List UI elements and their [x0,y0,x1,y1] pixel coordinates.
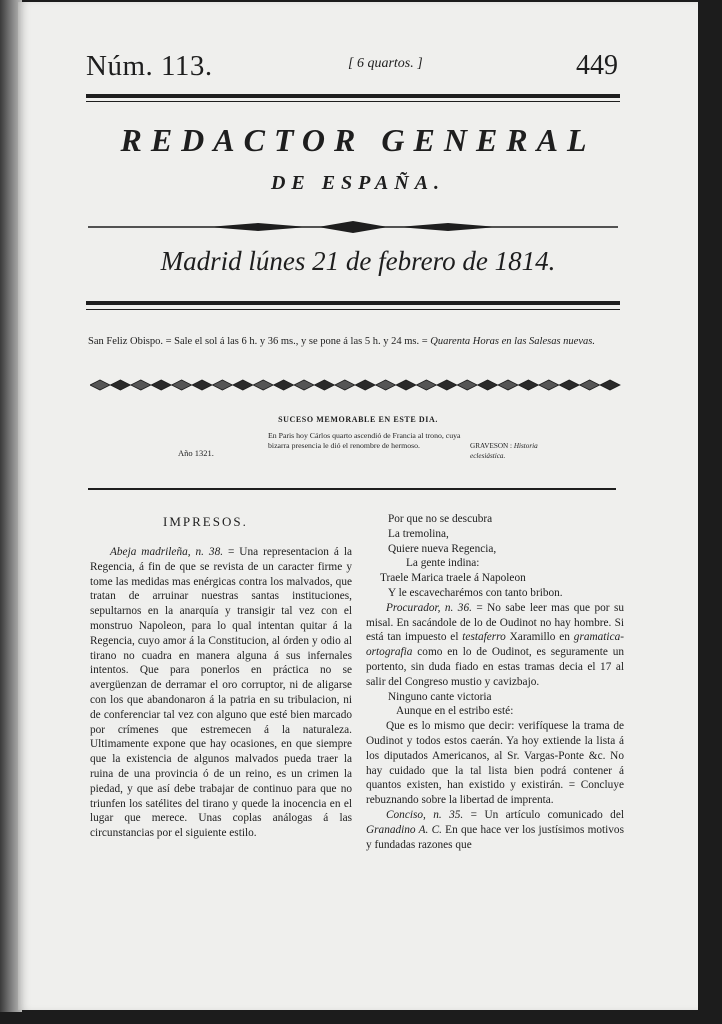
procurador-paragraph [366,601,624,690]
diamond-mark [110,380,130,390]
abeja-title: Abeja madrileña, n. 38. [110,546,224,558]
conciso-paragraph [366,808,624,852]
suceso-source-title: Historia eclesiástica. [470,442,538,460]
diamond-mark [437,380,457,390]
header-rule-bottom [86,101,620,102]
testaferro-word: testaferro [462,631,506,644]
suceso-year: Año 1321. [178,448,214,458]
conciso-title: Conciso, n. 35. [386,808,464,821]
diamond-mark [355,380,375,390]
diamond-mark [212,380,232,390]
page-number: 449 [576,50,618,81]
header-rule-top [86,94,620,98]
diamond-mark [233,380,253,390]
diamond-mark [498,380,518,390]
verse-line: Y le escavecharémos con tanto bribon. [388,586,563,599]
suceso-source [470,441,570,461]
granadino-word: Granadino A. C. [366,823,442,836]
left-column [90,545,352,841]
abeja-text: = Una representacion á la Regencia, á fin de que se revista de un caracter firme y tome las medidas mas enérgicas contra los malvados, que tratan de arruinar nuestras santas instituciones, sepultarnos en la anarquía y transigir tal vez con el monstruo Napoleon, para lo qual intentan quitar á la Regencia, cuyo amor á la Constitucion, al órden y odio al tirano no cuadra en manera alguna á sus infernales intentos. Que para ponerlos en práctica no se avergüenzan de derramar el oro corruptor, ni de aligarse con los que abandonaron á la patria en su tribulacion, ni de conferenciar tal vez con alguno que esté bien marcado por crímenes que estremecen á la naturaleza. Ultimamente expone que hay ocasiones, en que siempre que la existencia de algunos malvados pueda traer la ruina de una provincia ó de un reino, es un crimen la piedad, y que así debe trabajar de continuo para que no triunfen los satélites del tirano y quede la inocencia en el lugar que merece. Unas coplas análogas á las circunstancias por el siguiente estilo. [90,546,352,840]
section-title-impresos: IMPRESOS. [163,514,248,529]
diamond-mark [172,380,192,390]
saint-text: San Feliz Obispo. = Sale el sol á las 6 h. y 36 ms., y se pone á las 5 h. y 24 ms. = [88,336,431,347]
dateline-rule-bottom [86,309,620,310]
diamond-mark [580,380,600,390]
diamond-ornament-icon [90,377,630,393]
diamond-mark [314,380,334,390]
diamond-mark [396,380,416,390]
saint-italic: Quarenta Horas en las Salesas nuevas. [430,336,595,347]
issue-price: [ 6 quartos. ] [348,56,423,71]
diamond-mark [131,380,151,390]
diamond-mark [274,380,294,390]
diamond-mark [335,380,355,390]
conciso-text: = Un artículo comunicado del [463,808,624,821]
diamond-mark [253,380,273,390]
diamond-mark [478,380,498,390]
verse-line: La gente indina: [406,557,480,570]
abeja-paragraph [90,545,352,841]
diamond-mark [457,380,477,390]
procurador-text: Xaramillo en [505,631,574,644]
masthead-subtitle: DE ESPAÑA. [270,172,446,194]
masthead-title: REDACTOR GENERAL [120,122,596,158]
section-rule [88,488,616,490]
verse-line: Por que no se descubra [388,513,493,525]
verse-line: Quiere nueva Regencia, [388,542,497,555]
issue-number: Núm. 113. [86,50,213,82]
diamond-mark [90,380,110,390]
verse-line: Ninguno cante victoria [388,690,492,703]
saint-of-the-day [88,334,628,349]
verse-line: Aunque en el estribo esté: [396,705,514,718]
dateline-rule-top [86,301,620,305]
verse-line: La tremolina, [388,527,449,540]
diamond-mark [416,380,436,390]
suceso-source-label: GRAVESON : [470,442,513,450]
procurador-text: como en lo de Oudinot, es seguramente un portento, sin duda fiado en estas tramas decia el 17 al salir del Congreso mustio y cavizbajo. [366,646,624,688]
procurador-title: Procurador, n. 36. [386,601,472,614]
procurador-text: = No sabe leer mas que por su misal. En sacándole de lo de Oudinot no hay hombre. Si está tan impuesto el [366,601,624,644]
diamond-mark [294,380,314,390]
gramatica-word: gramatica-ortografia [366,631,624,659]
diamond-mark [518,380,538,390]
diamond-mark [376,380,396,390]
que-paragraph: Que es lo mismo que decir: verifíquese la trama de Oudinot y todos estos caerán. Ya hoy extiende la lista á los diputados Americanos, al Sr. Vargas-Ponte &c. No hay cuidado que la tal lista bien podrá contener á quantos existen, han existido y existirán. = Concluye rebuznando sobre la libertad de imprenta. [366,720,624,807]
diamond-mark [600,380,620,390]
diamond-mark [192,380,212,390]
dateline: Madrid lúnes 21 de febrero de 1814. [160,246,556,276]
conciso-text: En que hace ver los justísimos motivos y fundadas razones que [366,823,624,851]
diamond-mark [559,380,579,390]
suceso-title: SUCESO MEMORABLE EN ESTE DIA. [278,415,438,424]
masthead-ornament-icon [88,220,618,234]
right-column [366,512,624,852]
verse-line: Traele Marica traele á Napoleon [380,572,526,585]
diamond-mark [151,380,171,390]
suceso-body: En Paris hoy Cárlos quarto ascendió de Francia al trono, cuya bizarra presencia le dió el renombre de hermoso. [268,431,461,450]
newspaper-page [18,2,698,1010]
diamond-mark [539,380,559,390]
